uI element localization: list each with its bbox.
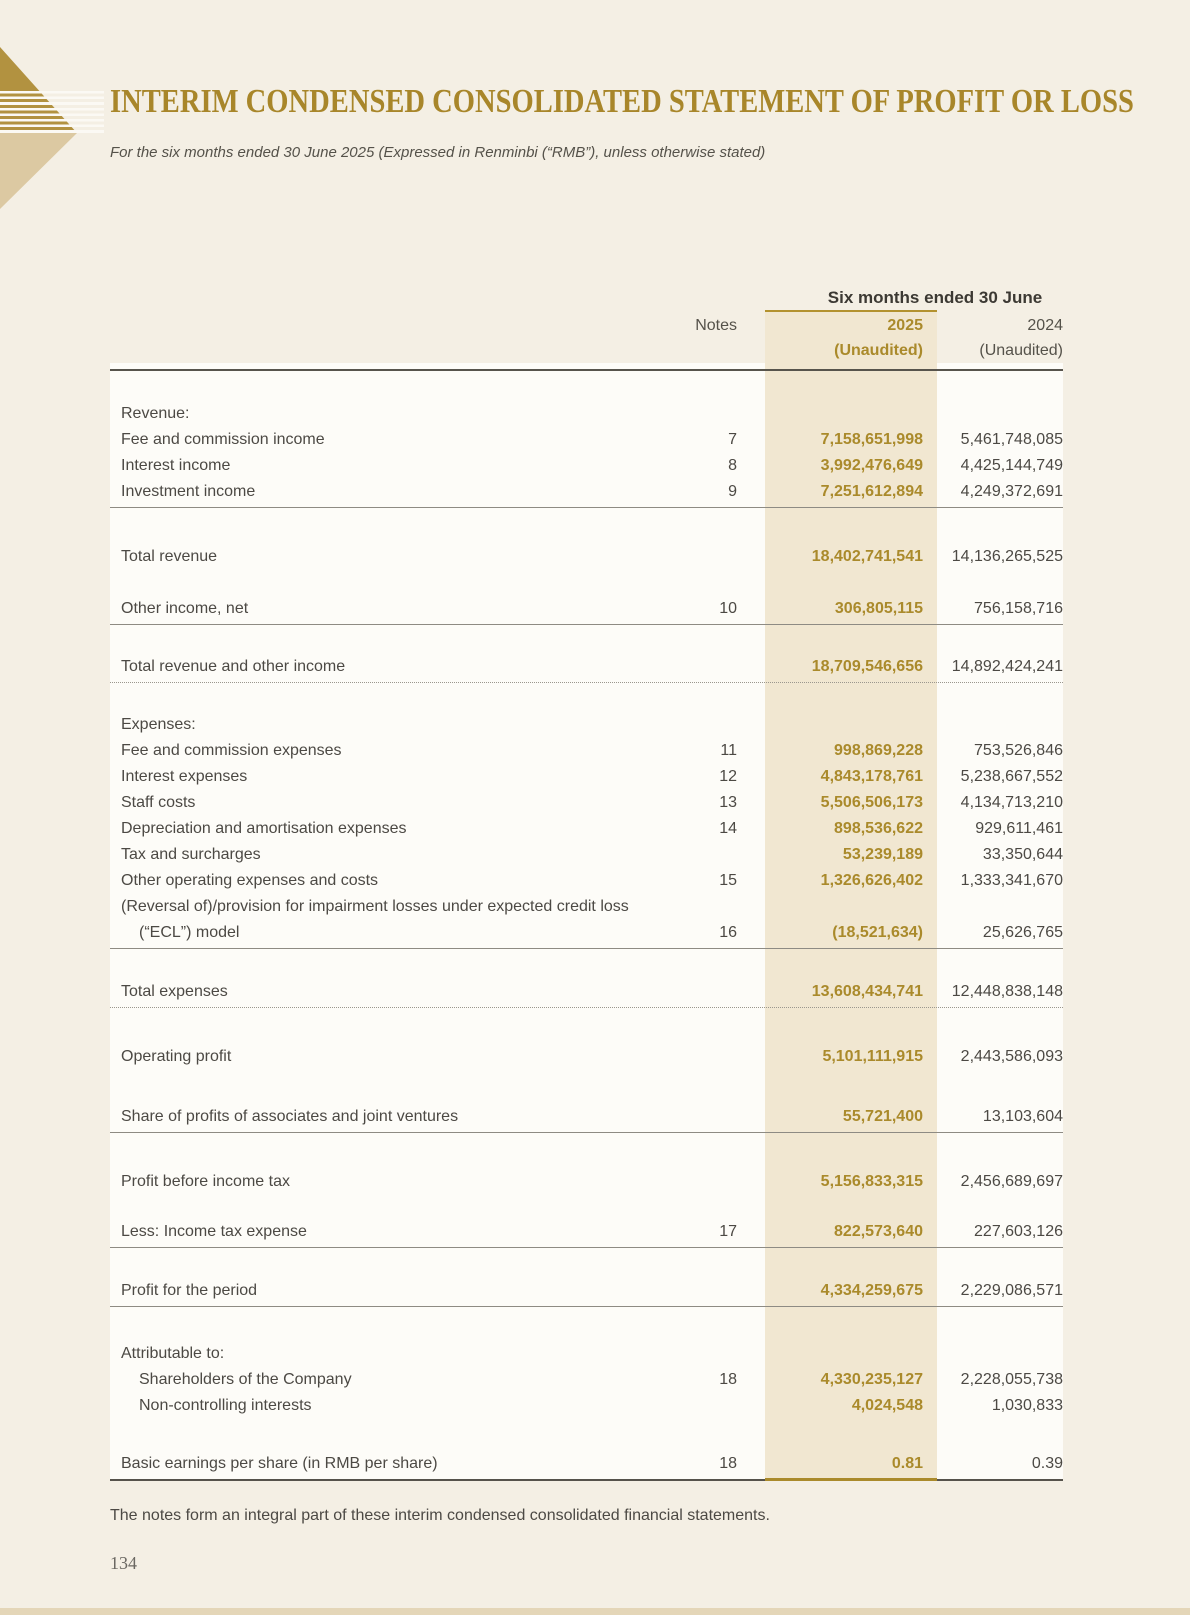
spacer: [110, 371, 1063, 401]
row-label: (“ECL”) model: [139, 924, 240, 941]
row-label: Fee and commission expenses: [121, 742, 342, 759]
row-label: Profit before income tax: [121, 1173, 290, 1190]
profit-or-loss-table: [110, 273, 1063, 1481]
footnote: The notes form an integral part of these interim condensed consolidated financial statements.: [110, 1507, 770, 1524]
table-row: [110, 1451, 1063, 1477]
row-label: Operating profit: [121, 1048, 232, 1065]
row-label: Non-controlling interests: [139, 1397, 312, 1414]
table-header: [110, 273, 1063, 371]
row-value-2025: 1,326,626,402: [820, 872, 923, 889]
row-label: Less: Income tax expense: [121, 1223, 307, 1240]
row-value-2024: 4,425,144,749: [960, 457, 1063, 474]
year-2025: 2025: [887, 317, 923, 334]
unaudited-2024: (Unaudited): [979, 342, 1063, 359]
row-note: 14: [719, 820, 737, 837]
row-note: 7: [728, 431, 737, 448]
spacer: [110, 625, 1063, 654]
row-label: Other income, net: [121, 600, 249, 617]
table-row: [110, 816, 1063, 842]
table-row: [110, 453, 1063, 479]
row-value-2025: 998,869,228: [834, 742, 923, 759]
table-row: [110, 544, 1063, 570]
notes-column-header: Notes: [695, 317, 737, 334]
table-row: [110, 1393, 1063, 1419]
row-value-2024: 14,892,424,241: [951, 658, 1063, 675]
spacer: [110, 1008, 1063, 1044]
spacer: [110, 1195, 1063, 1219]
unaudited-2025: (Unaudited): [834, 342, 923, 359]
row-note: 18: [719, 1371, 737, 1388]
label-column-header: [110, 313, 655, 363]
row-value-2024: 0.39: [1031, 1455, 1063, 1472]
table-row: [110, 1104, 1063, 1130]
row-value-2025: 7,251,612,894: [820, 483, 923, 500]
table-row: [110, 764, 1063, 790]
row-label: Expenses:: [121, 716, 196, 733]
table-row: [110, 1278, 1063, 1304]
span-header-row: [110, 273, 1063, 310]
row-value-2025: (18,521,634): [832, 924, 923, 941]
row-value-2024: 2,443,586,093: [960, 1048, 1063, 1065]
table-row: [110, 479, 1063, 505]
section-label-row: [110, 712, 1063, 738]
row-value-2024: 2,228,055,738: [960, 1371, 1063, 1388]
spacer: [110, 508, 1063, 544]
spacer: [110, 949, 1063, 979]
row-value-2025: 18,402,741,541: [811, 548, 923, 565]
row-value-2024: 1,030,833: [991, 1397, 1063, 1414]
row-note: 10: [719, 600, 737, 617]
row-label: Share of profits of associates and joint ventures: [121, 1108, 459, 1125]
table-row: [110, 596, 1063, 622]
row-label: Tax and surcharges: [121, 846, 261, 863]
row-value-2024: 756,158,716: [974, 600, 1063, 617]
row-value-2024: 13,103,604: [982, 1108, 1063, 1125]
page-number: 134: [110, 1553, 137, 1573]
decoration-stripes: [0, 88, 104, 134]
row-value-2025: 306,805,115: [834, 600, 923, 617]
page-subtitle: For the six months ended 30 June 2025 (Expressed in Renminbi (“RMB”), unless otherwise stated): [110, 144, 766, 161]
row-note: 18: [719, 1455, 737, 1472]
row-value-2025: 898,536,622: [834, 820, 923, 837]
row-value-2025: 13,608,434,741: [811, 983, 923, 1000]
row-value-2025: 4,330,235,127: [820, 1371, 923, 1388]
row-label: Attributable to:: [121, 1345, 225, 1362]
row-label: Staff costs: [121, 794, 196, 811]
spacer: [110, 683, 1063, 712]
spacer: [110, 570, 1063, 596]
column-header-2024: [937, 313, 1063, 363]
row-value-2024: 33,350,644: [982, 846, 1063, 863]
row-label: (Reversal of)/provision for impairment losses under expected credit loss: [121, 898, 629, 915]
row-note: 16: [719, 924, 737, 941]
spacer: [110, 1248, 1063, 1278]
row-label: Total revenue and other income: [121, 658, 346, 675]
page-title: INTERIM CONDENSED CONSOLIDATED STATEMENT OF PROFIT OR LOSS: [110, 83, 1134, 120]
row-value-2025: 4,024,548: [851, 1397, 923, 1414]
row-value-2024: 1,333,341,670: [960, 872, 1063, 889]
row-value-2024: 12,448,838,148: [951, 983, 1063, 1000]
row-label: Other operating expenses and costs: [121, 872, 379, 889]
row-label: Shareholders of the Company: [139, 1371, 352, 1388]
year-2024: 2024: [1027, 317, 1063, 334]
row-value-2025: 7,158,651,998: [820, 431, 923, 448]
table-row: [110, 427, 1063, 453]
row-value-2024: 25,626,765: [982, 924, 1063, 941]
row-value-2024: 4,249,372,691: [960, 483, 1063, 500]
row-label: Interest income: [121, 457, 231, 474]
table-row: [110, 790, 1063, 816]
row-label: Revenue:: [121, 405, 190, 422]
row-note: 9: [728, 483, 737, 500]
table-row: [110, 1044, 1063, 1070]
table-row: [110, 1169, 1063, 1195]
row-value-2025: 4,334,259,675: [820, 1282, 923, 1299]
row-value-2025: 4,843,178,761: [820, 768, 923, 785]
table-body: [110, 371, 1063, 1479]
row-label: Total expenses: [121, 983, 228, 1000]
row-value-2025: 5,506,506,173: [820, 794, 923, 811]
row-note: 11: [720, 742, 737, 759]
spacer: [110, 1133, 1063, 1169]
row-value-2024: 14,136,265,525: [951, 548, 1063, 565]
table-row: [110, 979, 1063, 1005]
column-headers-row: [110, 310, 1063, 369]
table-row: [110, 738, 1063, 764]
row-note: 17: [719, 1223, 737, 1240]
row-label: Basic earnings per share (in RMB per share): [121, 1455, 438, 1472]
row-label: Fee and commission income: [121, 431, 325, 448]
row-value-2025: 5,156,833,315: [820, 1173, 923, 1190]
table-row: [110, 654, 1063, 680]
row-value-2024: 5,238,667,552: [960, 768, 1063, 785]
row-value-2024: 2,456,689,697: [960, 1173, 1063, 1190]
table-row: [110, 920, 1063, 946]
section-label-row: [110, 401, 1063, 427]
row-value-2024: 2,229,086,571: [960, 1282, 1063, 1299]
row-value-2025: 822,573,640: [834, 1223, 923, 1240]
row-value-2025: 3,992,476,649: [820, 457, 923, 474]
row-value-2024: 227,603,126: [974, 1223, 1063, 1240]
table-row: [110, 1219, 1063, 1245]
spacer: [110, 1070, 1063, 1104]
spacer: [110, 1307, 1063, 1341]
row-label: Interest expenses: [121, 768, 248, 785]
section-label-row: [110, 1341, 1063, 1367]
row-value-2025: 18,709,546,656: [811, 658, 923, 675]
table-row: [110, 868, 1063, 894]
table-row: [110, 842, 1063, 868]
row-value-2025: 55,721,400: [842, 1108, 923, 1125]
highlight-column-bottom-border: [765, 1478, 937, 1481]
row-label: Depreciation and amortisation expenses: [121, 820, 407, 837]
row-value-2025: 5,101,111,915: [822, 1048, 923, 1065]
row-note: 13: [719, 794, 737, 811]
row-note: 12: [719, 768, 737, 785]
page-bottom-band: [0, 1608, 1190, 1615]
row-label: Investment income: [121, 483, 256, 500]
row-note: 15: [719, 872, 737, 889]
row-value-2024: 929,611,461: [975, 820, 1063, 837]
row-value-2025: 53,239,189: [842, 846, 923, 863]
row-label: Total revenue: [121, 548, 218, 565]
span-header: Six months ended 30 June: [827, 288, 1043, 307]
row-label: Profit for the period: [121, 1282, 258, 1299]
table-row: [110, 1367, 1063, 1393]
row-value-2025: 0.81: [891, 1455, 923, 1472]
column-header-2025: [765, 313, 937, 363]
row-value-2024: 753,526,846: [974, 742, 1063, 759]
tan-triangle-icon: [0, 133, 77, 209]
row-value-2024: 5,461,748,085: [960, 431, 1063, 448]
row-note: 8: [728, 457, 737, 474]
spacer: [110, 1419, 1063, 1451]
row-value-2024: 4,134,713,210: [960, 794, 1063, 811]
wrapped-label-row: [110, 894, 1063, 920]
